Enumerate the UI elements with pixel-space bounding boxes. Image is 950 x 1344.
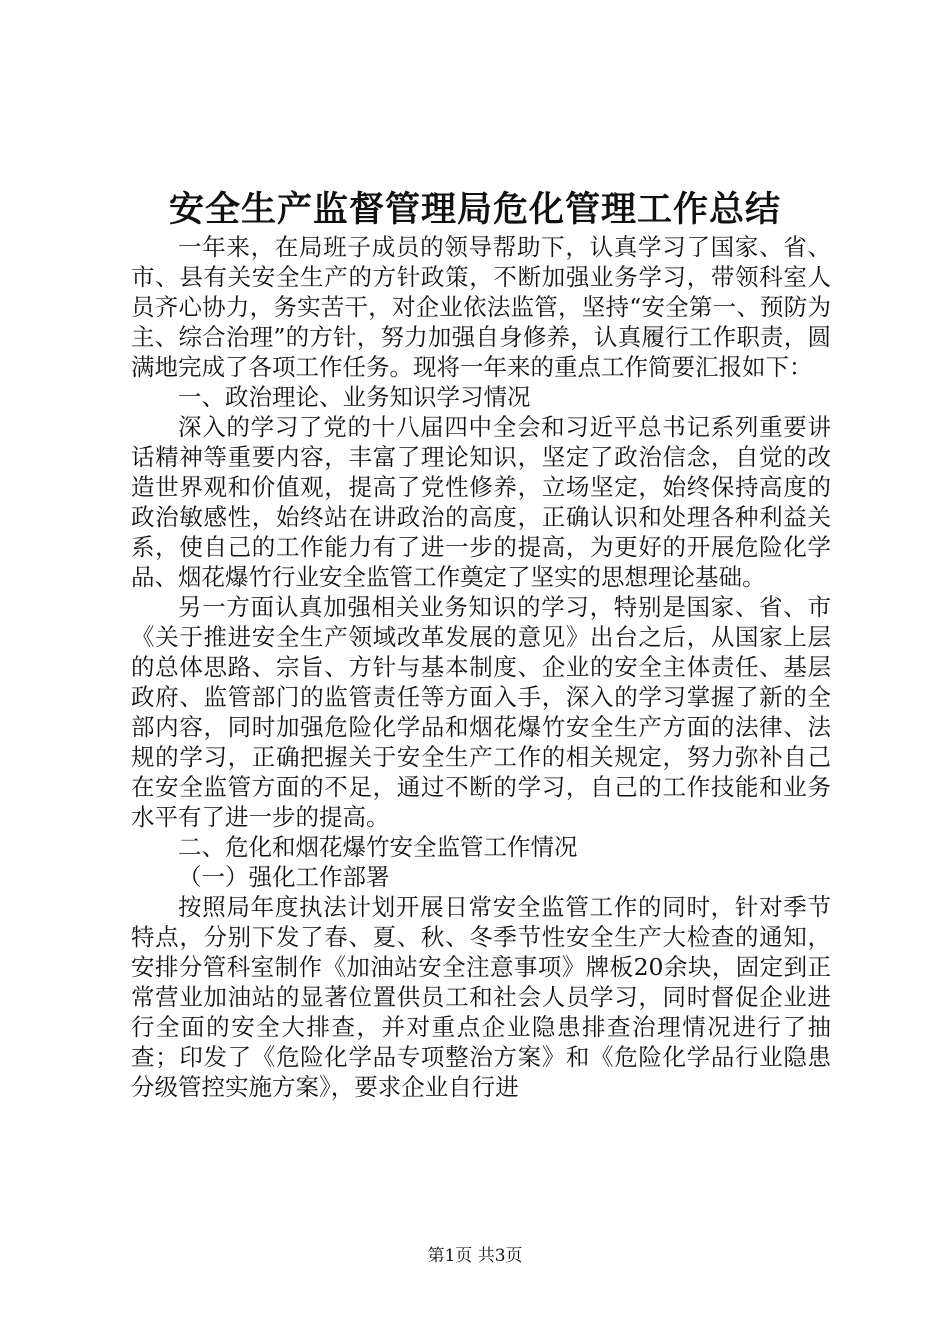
paragraph-business-study: 另一方面认真加强相关业务知识的学习，特别是国家、省、市《关于推进安全生产领域改革发展的意见》出台之后，从国家上层的总体思路、宗旨、方针与基本制度、企业的安全主体责任、基层政府、监管部门的监管责任等方面入手，深入的学习掌握了新的全部内容，同时加强危险化学品和烟花爆竹安全生产方面的法律、法规的学习，正确把握关于安全生产工作的相关规定，努力弥补自己在安全监管方面的不足，通过不断的学习，自己的工作技能和业务水平有了进一步的提高。: [131, 593, 831, 831]
paragraph-intro: 一年来，在局班子成员的领导帮助下，认真学习了国家、省、市、县有关安全生产的方针政策，不断加强业务学习，带领科室人员齐心协力，务实苦干，对企业依法监管，坚持“安全第一、预防为主、综合治理”的方针，努力加强自身修养，认真履行工作职责，圆满地完成了各项工作任务。现将一年来的重点工作简要汇报如下：: [131, 233, 831, 381]
subsection-heading-1: （一）强化工作部署: [178, 863, 390, 891]
section-heading-2: 二、危化和烟花爆竹安全监管工作情况: [178, 833, 578, 861]
document-body: [131, 232, 831, 1102]
page-number-footer: 第1页 共3页: [427, 1246, 523, 1266]
paragraph-work-deployment: 按照局年度执法计划开展日常安全监管工作的同时，针对季节特点，分别下发了春、夏、秋、冬季节性安全生产大检查的通知，安排分管科室制作《加油站安全注意事项》牌板20余块，固定到正常营业加油站的显著位置供员工和社会人员学习，同时督促企业进行全面的安全大排查，并对重点企业隐患排查治理情况进行了抽查；印发了《危险化学品专项整治方案》和《危险化学品行业隐患分级管控实施方案》，要求企业自行进: [131, 893, 831, 1101]
paragraph-political-study: 深入的学习了党的十八届四中全会和习近平总书记系列重要讲话精神等重要内容，丰富了理论知识，坚定了政治信念，自觉的改造世界观和价值观，提高了党性修养，立场坚定，始终保持高度的政治敏感性，始终站在讲政治的高度，正确认识和处理各种利益关系，使自己的工作能力有了进一步的提高，为更好的开展危险化学品、烟花爆竹行业安全监管工作奠定了坚实的思想理论基础。: [131, 413, 831, 591]
section-heading-1: 一、政治理论、业务知识学习情况: [178, 383, 531, 411]
document-title: 安全生产监督管理局危化管理工作总结: [168, 189, 781, 230]
